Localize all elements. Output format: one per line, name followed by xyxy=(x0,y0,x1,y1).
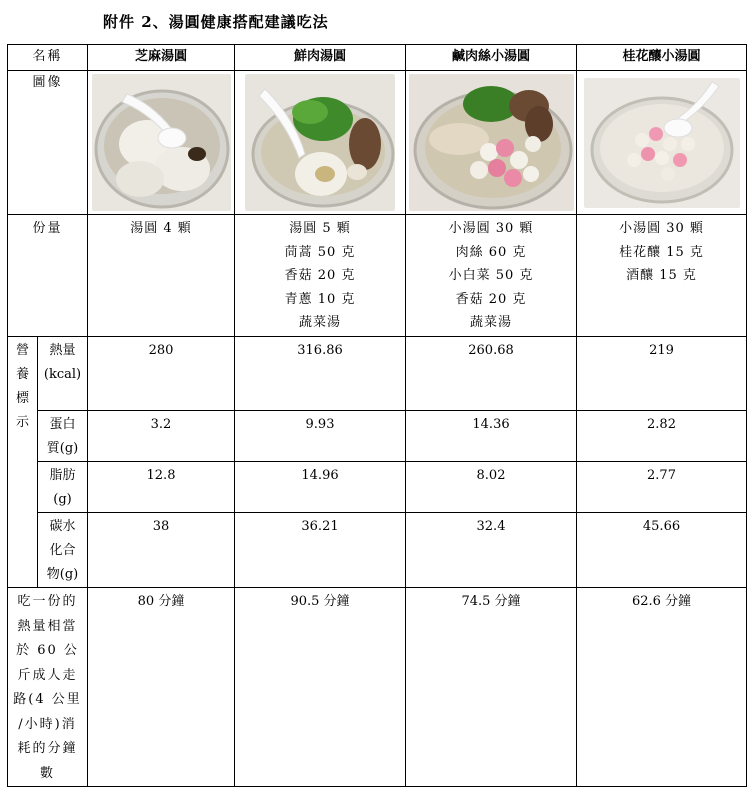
protein-label: 蛋白 質(g) xyxy=(38,411,88,462)
header-row xyxy=(8,45,747,71)
table-cell: 316.86 xyxy=(235,337,406,411)
fat-row xyxy=(8,462,747,513)
osmanthus-tangyuan-photo xyxy=(584,78,740,208)
portion-item: 香菇 20 克 xyxy=(284,268,356,283)
portion-cell xyxy=(235,215,406,337)
image-row-label: 圖像 xyxy=(8,71,88,215)
table-cell: 74.5 分鐘 xyxy=(406,588,577,787)
portion-row-label: 份量 xyxy=(8,215,88,337)
table-cell: 62.6 分鐘 xyxy=(577,588,747,787)
portion-item: 桂花釀 15 克 xyxy=(619,244,704,260)
col-header-pork-shred: 鹹肉絲小湯圓 xyxy=(406,45,577,71)
table-cell: 219 xyxy=(577,337,747,411)
table-cell: 14.96 xyxy=(235,462,406,513)
protein-row xyxy=(8,411,747,462)
table-cell: 2.82 xyxy=(577,411,747,462)
table-cell: 90.5 分鐘 xyxy=(235,588,406,787)
col-header-sesame: 芝麻湯圓 xyxy=(88,45,235,71)
table-cell: 32.4 xyxy=(406,513,577,588)
table-cell: 2.77 xyxy=(577,462,747,513)
portion-item: 小白菜 50 克 xyxy=(448,268,534,283)
table-cell: 80 分鐘 xyxy=(88,588,235,787)
fat-label: 脂肪 (g) xyxy=(38,462,88,513)
walking-row-label: 吃一份的 熱量相當 於 60 公 斤成人走 路(4 公里 /小時)消 耗的分鐘 數 xyxy=(8,588,88,787)
portion-item: 酒釀 15 克 xyxy=(626,268,697,283)
sesame-tangyuan-photo xyxy=(92,74,231,211)
calorie-row xyxy=(8,337,747,411)
portion-item: 茼蒿 50 克 xyxy=(284,244,356,260)
portion-item: 湯圓 5 顆 xyxy=(289,221,351,236)
table-cell: 9.93 xyxy=(235,411,406,462)
portion-cell xyxy=(406,215,577,337)
portion-item: 小湯圓 30 顆 xyxy=(619,221,704,236)
calorie-label: 熱量 (kcal) xyxy=(38,337,88,411)
col-header-osmanthus: 桂花釀小湯圓 xyxy=(577,45,747,71)
fresh-meat-tangyuan-photo xyxy=(245,74,395,211)
pork-shred-tangyuan-photo xyxy=(409,74,574,211)
image-row xyxy=(8,71,747,215)
portion-item: 肉絲 60 克 xyxy=(455,244,527,260)
table-cell: 14.36 xyxy=(406,411,577,462)
portion-item: 香菇 20 克 xyxy=(455,291,527,307)
table-cell: 8.02 xyxy=(406,462,577,513)
carb-label: 碳水 化合 物(g) xyxy=(38,513,88,588)
table-cell: 3.2 xyxy=(88,411,235,462)
nutrition-table xyxy=(7,44,747,787)
walking-row xyxy=(8,588,747,787)
portion-item: 蔬菜湯 xyxy=(469,315,512,330)
portion-row xyxy=(8,215,747,337)
col-header-fresh-meat: 鮮肉湯圓 xyxy=(235,45,406,71)
portion-item: 青蔥 10 克 xyxy=(284,291,356,307)
table-cell: 36.21 xyxy=(235,513,406,588)
portion-cell xyxy=(577,215,747,337)
table-cell: 260.68 xyxy=(406,337,577,411)
portion-cell xyxy=(88,215,235,337)
table-cell: 45.66 xyxy=(577,513,747,588)
nutrition-group-label: 營 養 標 示 xyxy=(8,337,38,588)
portion-item: 蔬菜湯 xyxy=(298,315,341,330)
table-cell: 280 xyxy=(88,337,235,411)
document-title: 附件 2、湯圓健康搭配建議吃法 xyxy=(103,13,329,31)
name-header: 名稱 xyxy=(8,45,88,71)
table-cell: 38 xyxy=(88,513,235,588)
table-cell: 12.8 xyxy=(88,462,235,513)
portion-item: 小湯圓 30 顆 xyxy=(448,221,534,236)
carb-row xyxy=(8,513,747,588)
portion-item: 湯圓 4 顆 xyxy=(130,221,192,236)
